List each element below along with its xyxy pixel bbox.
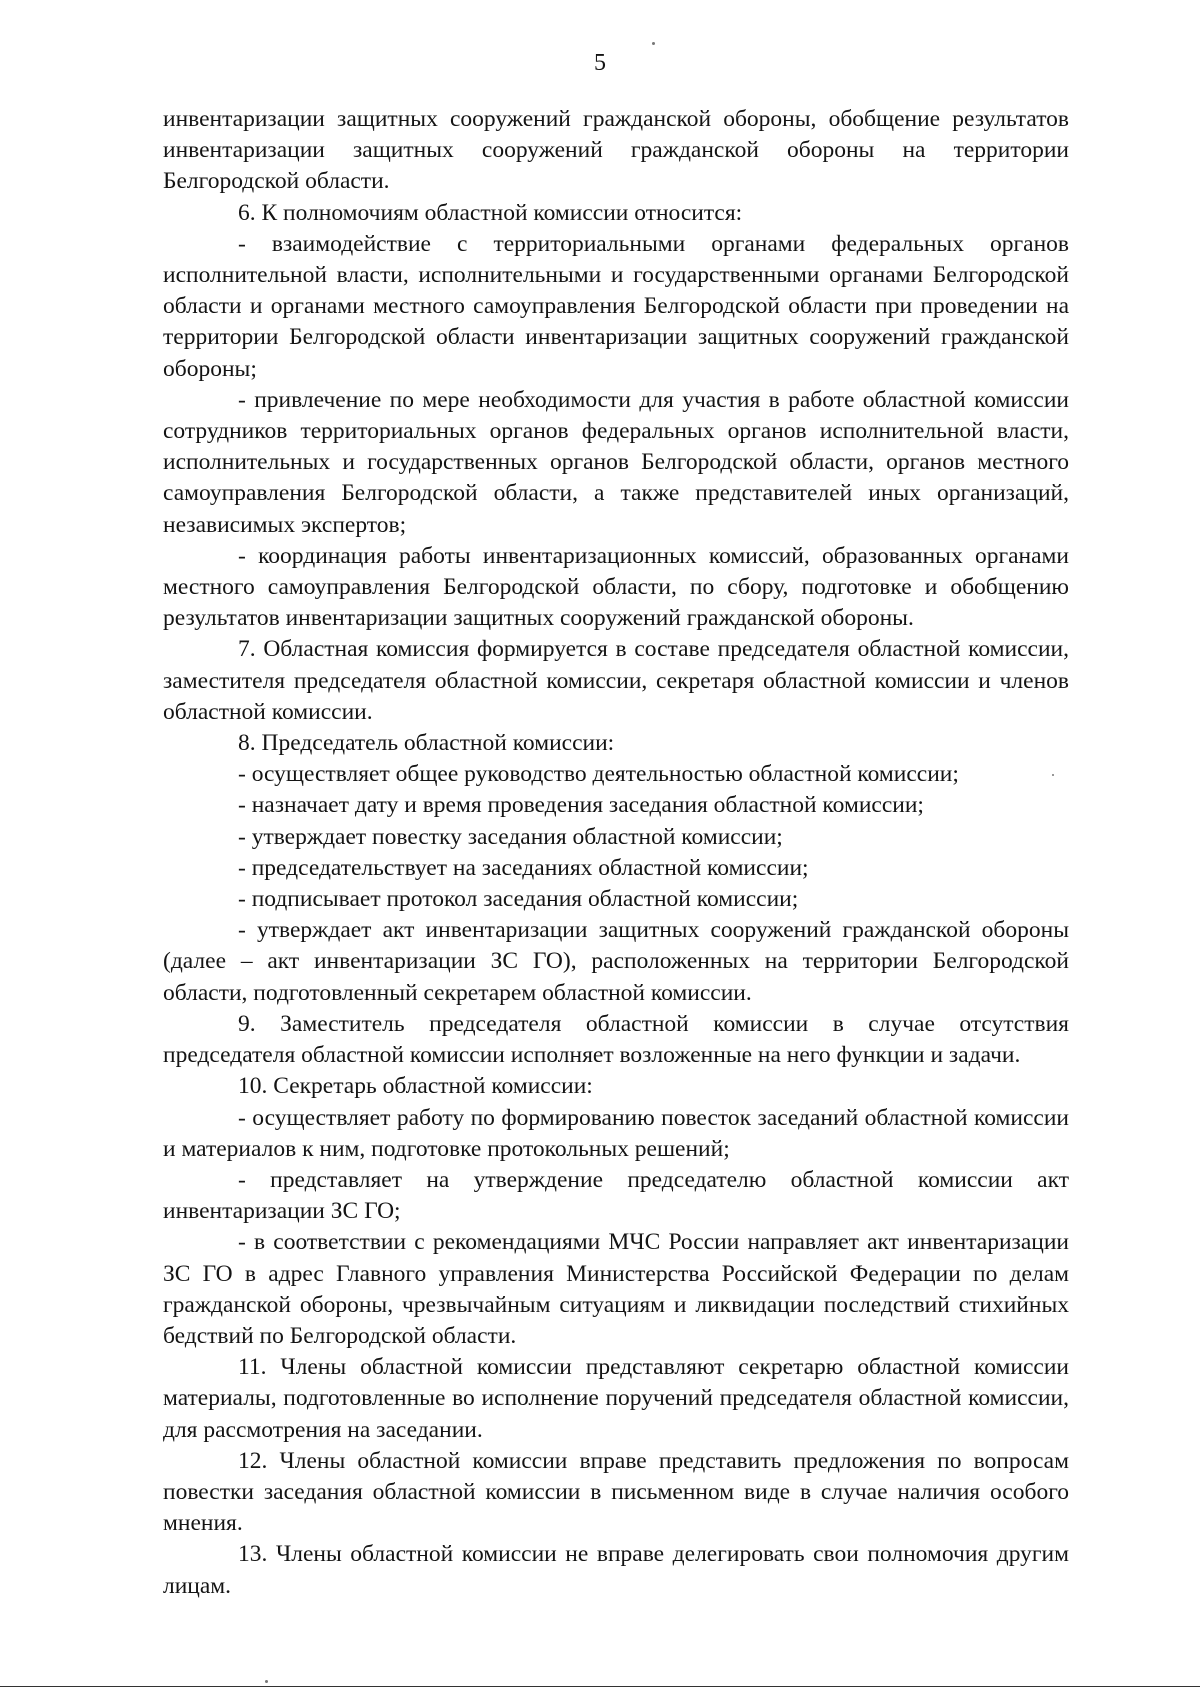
scan-speck	[652, 42, 655, 45]
list-item-signs-protocol: - подписывает протокол заседания областной комиссии;	[238, 886, 799, 913]
paragraph-continuation: инвентаризации защитных сооружений гражданской обороны, обобщение результатов инвентаризации защитных сооружений гражданской обороны на территории Белгородской области.	[163, 106, 1069, 195]
list-item-sends-act: - в соответствии с рекомендациями МЧС России направляет акт инвентаризации ЗС ГО в адрес Главного управления Министерства Российской Федерации по делам гражданской обороны, чрезвычайным ситуациям и ликвидации последствий стихийных бедствий по Белгородской области.	[163, 1229, 1069, 1349]
list-item-submits-act: - представляет на утверждение председателю областной комиссии акт инвентаризации ЗС ГО;	[163, 1166, 1069, 1225]
paragraph-item-11: 11. Члены областной комиссии представляют секретарю областной комиссии материалы, подготовленные во исполнение поручений председателя областной комиссии, для рассмотрения на заседании.	[163, 1354, 1069, 1443]
paragraph-item-8: 8. Председатель областной комиссии:	[238, 730, 615, 757]
scan-speck	[1052, 774, 1054, 776]
list-item-involvement: - привлечение по мере необходимости для участия в работе областной комиссии сотрудников территориальных органов федеральных органов исполнительной власти, исполнительных и государственных органов Белгородской области, органов местного самоуправления Белгородской области, а также представителей иных организаций, независимых экспертов;	[163, 386, 1069, 538]
scan-bottom-edge	[0, 1686, 1200, 1687]
paragraph-item-7: 7. Областная комиссия формируется в составе председателя областной комиссии, заместителя председателя областной комиссии, секретаря областной комиссии и членов областной комиссии.	[163, 636, 1069, 725]
list-item-approves-act: - утверждает акт инвентаризации защитных сооружений гражданской обороны (далее – акт инвентаризации ЗС ГО), расположенных на территории Белгородской области, подготовленный секретарем областной комиссии.	[163, 917, 1069, 1006]
list-item-interaction: - взаимодействие с территориальными органами федеральных органов исполнительной власти, исполнительными и государственными органами Белгородской области и органами местного самоуправления Белгородской области при проведении на территории Белгородской области инвентаризации защитных сооружений гражданской обороны;	[163, 230, 1069, 382]
document-body	[163, 104, 1069, 1602]
list-item-general-management: - осуществляет общее руководство деятельностью областной комиссии;	[238, 761, 959, 788]
paragraph-item-12: 12. Члены областной комиссии вправе представить предложения по вопросам повестки заседания областной комиссии в письменном виде в случае наличия особого мнения.	[163, 1447, 1069, 1537]
scan-speck	[265, 1680, 268, 1683]
paragraph-item-6: 6. К полномочиям областной комиссии относится:	[238, 199, 743, 226]
paragraph-item-10: 10. Секретарь областной комиссии:	[238, 1073, 593, 1100]
list-item-agendas-work: - осуществляет работу по формированию повесток заседаний областной комиссии и материалов к ним, подготовке протокольных решений;	[163, 1104, 1069, 1162]
paragraph-item-9: 9. Заместитель председателя областной комиссии в случае отсутствия председателя областной комиссии исполняет возложенные на него функции и задачи.	[163, 1010, 1069, 1069]
page-number: 5	[594, 50, 606, 76]
list-item-meeting-date: - назначает дату и время проведения заседания областной комиссии;	[238, 792, 924, 819]
paragraph-item-13: 13. Члены областной комиссии не вправе делегировать свои полномочия другим лицам.	[163, 1541, 1069, 1599]
list-item-presides: - председательствует на заседаниях областной комиссии;	[238, 854, 809, 881]
list-item-agenda: - утверждает повестку заседания областной комиссии;	[238, 823, 783, 850]
list-item-coordination: - координация работы инвентаризационных комиссий, образованных органами местного самоуправления Белгородской области, по сбору, подготовке и обобщению результатов инвентаризации защитных сооружений гражданской обороны.	[163, 542, 1069, 632]
